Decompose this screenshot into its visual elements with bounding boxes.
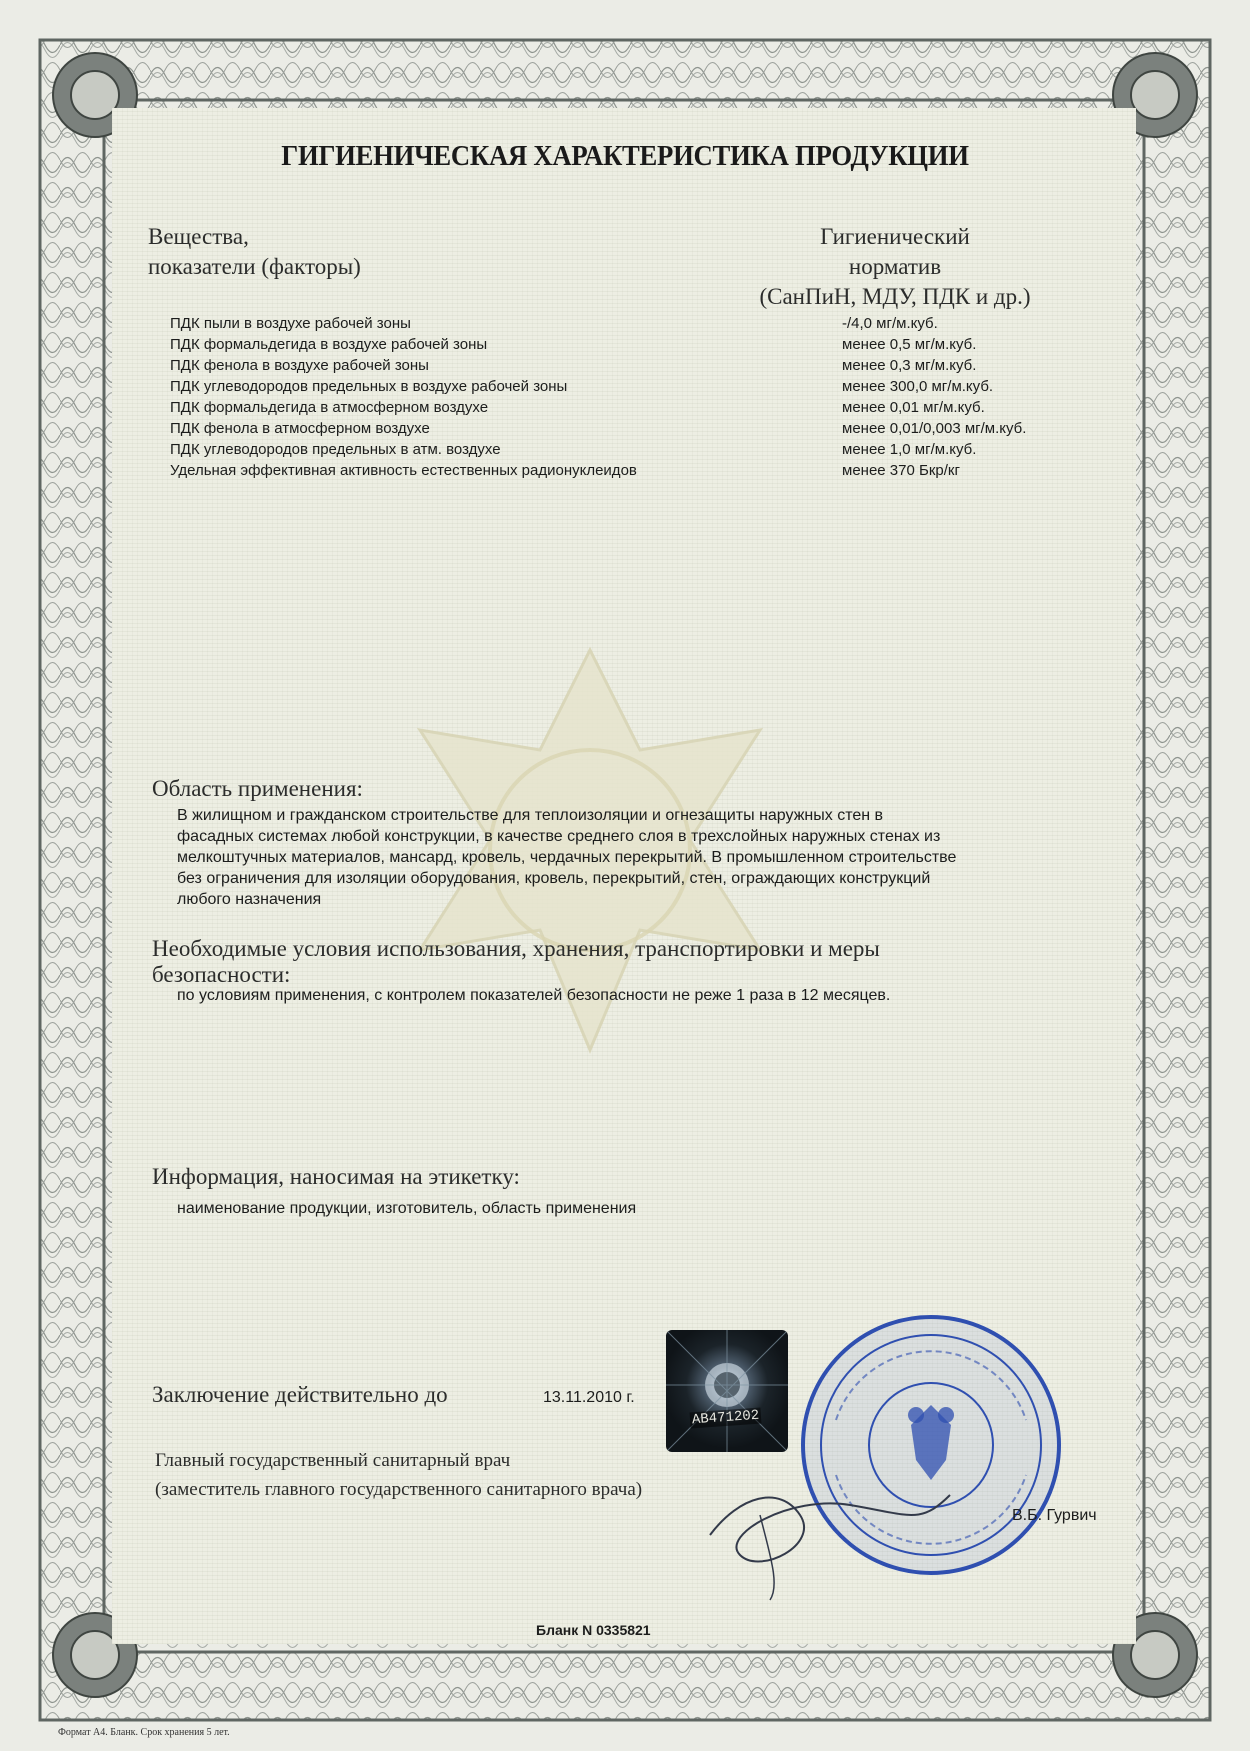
signer-name: В.Б. Гурвич: [1012, 1507, 1097, 1524]
row-name: ПДК углеводородов предельных в атм. воздухе: [170, 441, 501, 458]
table-row: [170, 313, 1070, 334]
footer-note: Формат А4. Бланк. Срок хранения 5 лет.: [58, 1727, 230, 1738]
blank-number: Бланк N 0335821: [536, 1622, 651, 1638]
application-text: [177, 805, 1107, 910]
substances-header-line2: показатели (факторы): [148, 254, 361, 279]
row-value: менее 0,3 мг/м.куб.: [842, 357, 977, 374]
conditions-title-line1: Необходимые условия использования, хранения, транспортировки и меры: [152, 936, 880, 961]
indicators-table: [170, 313, 1070, 481]
row-value: менее 0,01 мг/м.куб.: [842, 399, 985, 416]
norm-header-line3: (СанПиН, МДУ, ПДК и др.): [759, 284, 1031, 309]
row-value: -/4,0 мг/м.куб.: [842, 315, 938, 332]
norm-header-line1: Гигиенический: [820, 224, 970, 249]
page-title: ГИГИЕНИЧЕСКАЯ ХАРАКТЕРИСТИКА ПРОДУКЦИИ: [281, 140, 969, 172]
application-title: Область применения:: [152, 776, 363, 801]
label-info-text: наименование продукции, изготовитель, область применения: [177, 1200, 637, 1217]
conditions-text: по условиям применения, с контролем показателей безопасности не реже 1 раза в 12 месяцев.: [177, 987, 891, 1004]
row-name: ПДК фенола в воздухе рабочей зоны: [170, 357, 429, 374]
hologram-code: AB471202: [691, 1407, 760, 1429]
application-line: мелкоштучных материалов, мансард, кровель, чердачных перекрытий. В промышленном строительстве: [177, 849, 957, 866]
row-value: менее 300,0 мг/м.куб.: [842, 378, 994, 395]
row-name: ПДК пыли в воздухе рабочей зоны: [170, 315, 411, 332]
norm-header-line2: норматив: [848, 254, 942, 279]
application-line: любого назначения: [177, 891, 322, 908]
signature-icon: [700, 1455, 960, 1605]
table-row: [170, 460, 1070, 481]
table-row: [170, 334, 1070, 355]
table-row: [170, 355, 1070, 376]
row-value: менее 1,0 мг/м.куб.: [842, 441, 977, 458]
validity-date: 13.11.2010 г.: [543, 1389, 635, 1406]
row-value: менее 0,5 мг/м.куб.: [842, 336, 977, 353]
row-name: ПДК углеводородов предельных в воздухе рабочей зоны: [170, 378, 568, 395]
norm-header: [730, 222, 1060, 312]
row-name: Удельная эффективная активность естественных радионуклеидов: [170, 462, 637, 479]
table-row: [170, 376, 1070, 397]
row-name: ПДК формальдегида в воздухе рабочей зоны: [170, 336, 488, 353]
substances-header-line1: Вещества,: [148, 224, 249, 249]
doctor-deputy-title: (заместитель главного государственного санитарного врача): [155, 1479, 643, 1500]
table-row: [170, 439, 1070, 460]
application-line: без ограничения для изоляции оборудования, кровель, перекрытий, стен, ограждающих конструкций: [177, 870, 931, 887]
application-line: В жилищном и гражданском строительстве для теплоизоляции и огнезащиты наружных стен в: [177, 807, 884, 824]
row-value: менее 0,01/0,003 мг/м.куб.: [842, 420, 1027, 437]
row-value: менее 370 Бкр/кг: [842, 462, 960, 479]
table-row: [170, 418, 1070, 439]
conditions-title: [152, 936, 880, 988]
doctor-title: Главный государственный санитарный врач: [155, 1450, 511, 1471]
hologram-icon: [666, 1330, 788, 1452]
label-info-title: Информация, наносимая на этикетку:: [152, 1164, 520, 1189]
row-name: ПДК фенола в атмосферном воздухе: [170, 420, 430, 437]
table-row: [170, 397, 1070, 418]
row-name: ПДК формальдегида в атмосферном воздухе: [170, 399, 489, 416]
application-line: фасадных системах любой конструкции, в качестве среднего слоя в трехслойных наружных стенах из: [177, 828, 941, 845]
conditions-title-line2: безопасности:: [152, 962, 291, 987]
substances-header: [148, 222, 361, 282]
validity-label: Заключение действительно до: [152, 1382, 448, 1407]
